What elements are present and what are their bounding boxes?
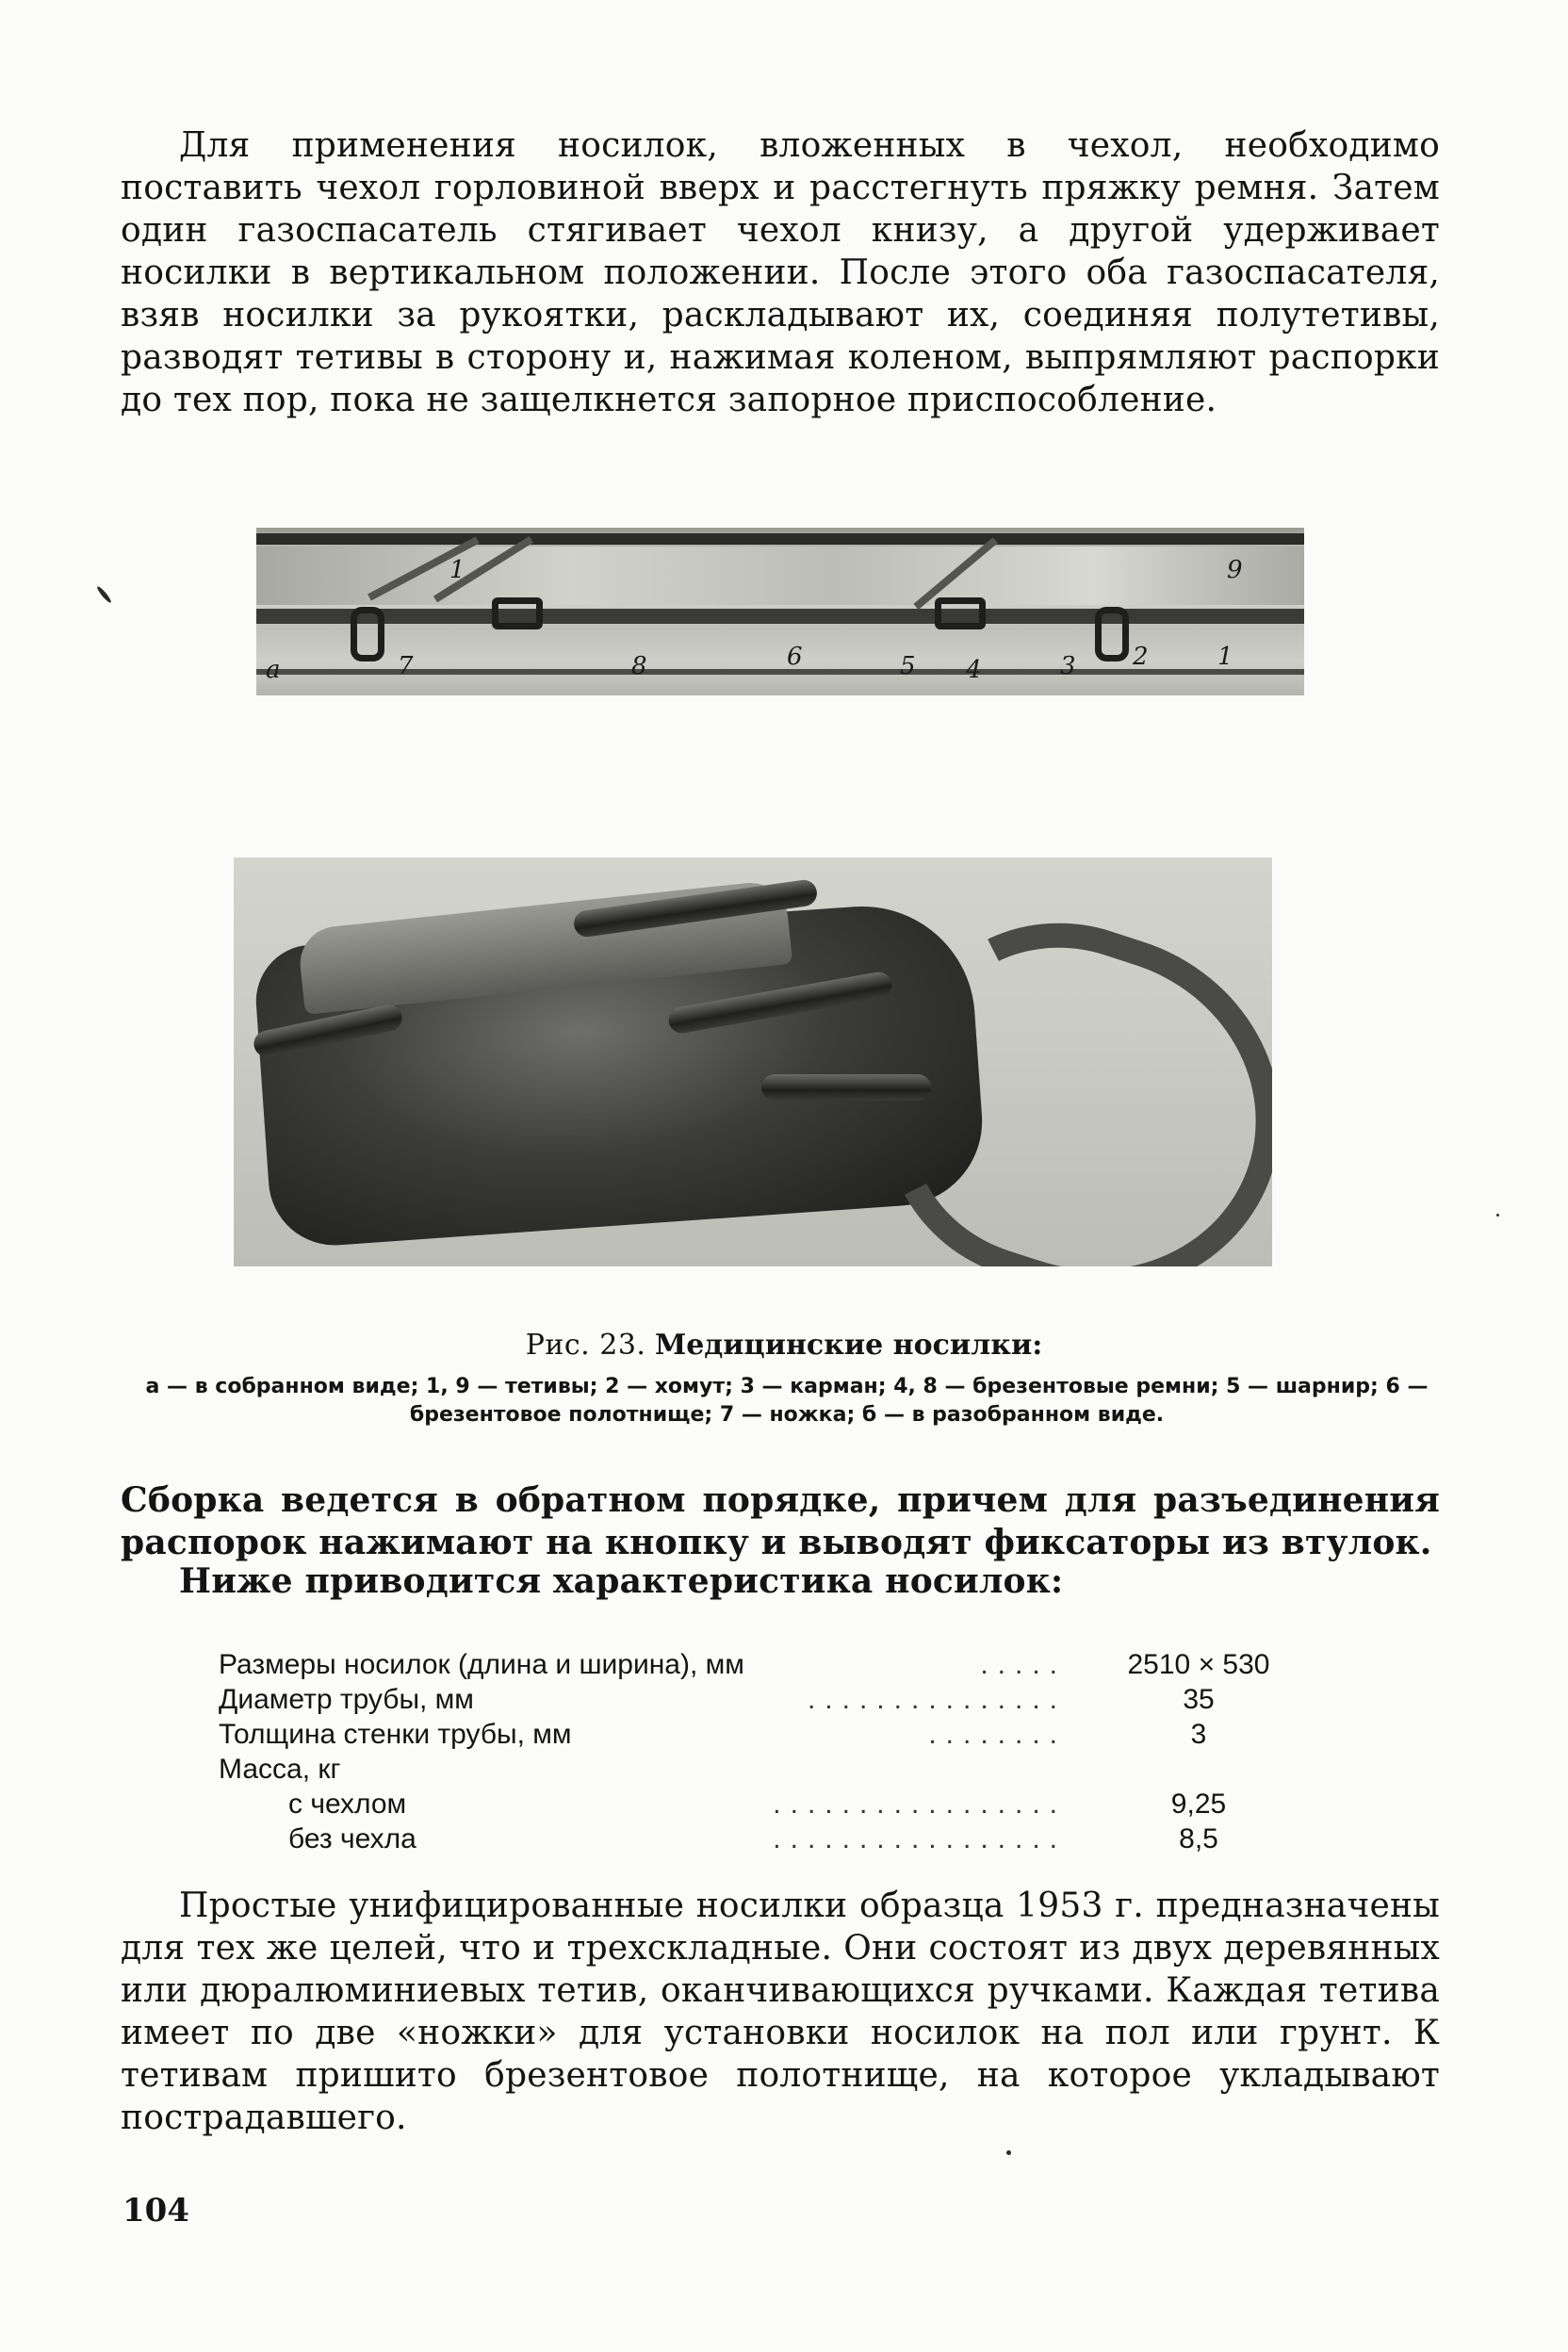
caption-title-text: Медицинские носилки: [655,1329,1043,1362]
figure-caption-legend: а — в собранном виде; 1, 9 — тетивы; 2 — хомут; 3 — карман; 4, 8 — брезентовые ремни; 5 — шарнир; 6 — брезентовое полотнище; 7 — ножка; б — в разобранном виде. [145,1375,1429,1427]
label-3: 3 [1060,652,1076,680]
label-8: 8 [631,652,647,680]
label-6: 6 [787,643,803,671]
spec-row [219,1821,1293,1856]
label-1: 1 [1217,643,1233,671]
spec-value: 3 [1190,1719,1207,1750]
leg-hoop [1095,607,1129,662]
spec-row [219,1682,1293,1717]
spec-leader: ................. [773,1823,1067,1854]
label-4: 4 [966,656,982,684]
paragraph-reassembly: Сборка ведется в обратном порядке, причем для разъединения распорок нажимают на кнопку и выводят фиксаторы из втулок. [121,1480,1440,1562]
spec-row [219,1787,1293,1821]
label-2: 2 [1133,643,1149,671]
label-9: 9 [1227,556,1243,584]
spec-label: с чехлом [288,1788,407,1820]
spec-label: Масса, кг [219,1754,341,1785]
scan-speck [1496,1214,1499,1217]
figure-caption-title [0,1329,1568,1362]
spec-value: 2510 × 530 [1127,1649,1270,1680]
figure-b-folded-stretcher-photo [234,858,1272,1266]
label-5: 5 [900,652,916,680]
hinge-clamp [935,597,986,629]
label-a: а [266,656,281,684]
spec-leader: ................. [773,1788,1067,1820]
paragraph-simple-stretcher: Простые унифицированные носилки образца 1953 г. предназначены для тех же целей, что и трехскладные. Они состоят из двух деревянных или дюралюминиевых тетив, оканчивающихся ручками. Каждая тетива имеет по две «ножки» для установки носилок на пол или грунт. К тетивам пришито брезентовое полотнище, на которое укладывают пострадавшего. [121,1886,1440,2137]
spec-value: 8,5 [1179,1823,1218,1854]
label-7: 7 [398,652,414,680]
figure-a-assembled-stretcher [256,528,1304,695]
spec-row [219,1752,1293,1787]
specs-table [219,1647,1293,1856]
spec-label: без чехла [288,1823,416,1854]
scan-speck [96,585,113,604]
spec-value: 35 [1183,1684,1215,1715]
scan-speck [1006,2150,1011,2155]
paragraph-stretcher-deployment: Для применения носилок, вложенных в чехол, необходимо поставить чехол горловиной вверх и расстегнуть пряжку ремня. Затем один газоспасатель стягивает чехол книзу, а другой удерживает носилки в вертикальном положении. После этого оба газоспасателя, взяв носилки за рукоятки, раскладывают их, соединяя полутетивы, разводят тетивы в сторону и, нажимая коленом, выпрямляют распорки до тех пор, пока не защелкнется запорное приспособление. [121,126,1440,419]
pole-middle [256,609,1304,624]
spec-row [219,1717,1293,1752]
spec-value: 9,25 [1170,1788,1227,1820]
leg-hoop [351,607,384,662]
spec-leader: ..... [980,1649,1067,1680]
hinge-clamp [492,597,543,629]
spec-label: Диаметр трубы, мм [219,1684,474,1715]
spec-leader: ............... [807,1684,1067,1715]
spec-row [219,1647,1293,1682]
spec-leader: ........ [928,1719,1067,1750]
caption-lead: Рис. 23. [525,1329,646,1362]
paragraph-specs-intro: Ниже приводится характеристика носилок: [179,1561,1064,1601]
page-number: 104 [122,2192,189,2230]
spec-label: Размеры носилок (длина и ширина), мм [219,1649,744,1680]
spec-label: Толщина стенки трубы, мм [219,1719,572,1750]
pole-top [256,533,1304,545]
label-1-top: 1 [449,556,466,584]
